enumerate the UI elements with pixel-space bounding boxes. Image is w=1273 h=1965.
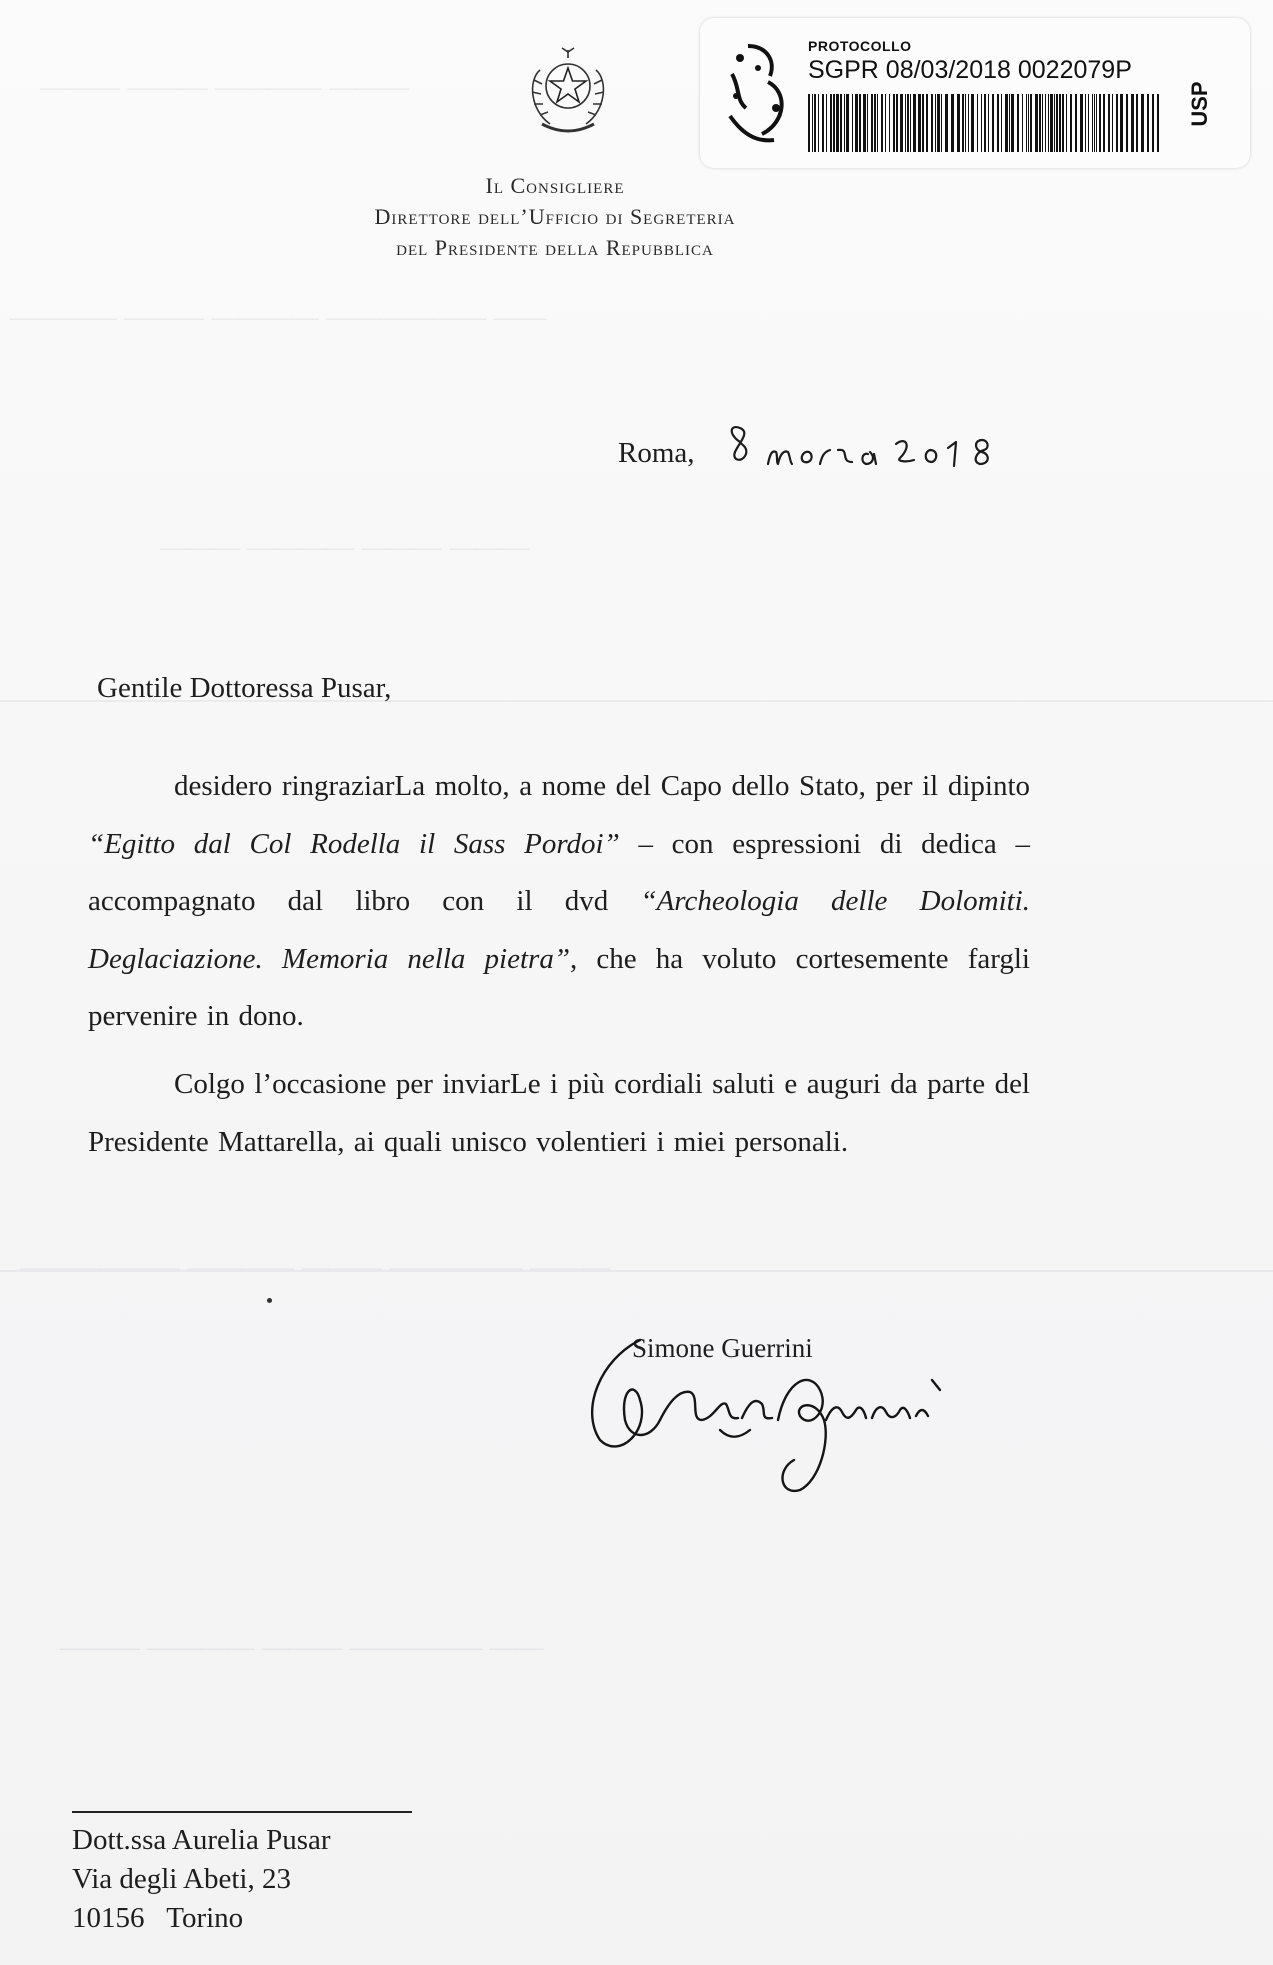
barcode-bar xyxy=(1009,94,1010,152)
show-through: ——— ———— ——— ————— —— xyxy=(60,1630,544,1663)
barcode-bar xyxy=(1075,94,1077,152)
barcode-bar xyxy=(830,94,832,152)
barcode-bar xyxy=(881,94,883,152)
barcode-bar xyxy=(859,94,861,152)
barcode-bar xyxy=(855,94,858,152)
barcode-bar xyxy=(1056,94,1058,152)
barcode-bar xyxy=(900,94,903,152)
barcode-bar xyxy=(877,94,878,152)
barcode-bar xyxy=(818,94,819,152)
barcode-bar xyxy=(1141,94,1144,152)
painting-title: “Egitto dal Col Rodella il Sass Pordoi” xyxy=(88,827,620,860)
barcode-bar xyxy=(962,94,964,152)
barcode-bar xyxy=(852,94,853,152)
barcode-bar xyxy=(913,94,916,152)
barcode-bar xyxy=(1099,94,1101,152)
barcode-bar xyxy=(918,94,921,152)
barcode-bar xyxy=(1120,94,1123,152)
barcode-bar xyxy=(1092,94,1093,152)
barcode-bar xyxy=(1103,94,1105,152)
barcode-bar xyxy=(1050,94,1053,152)
barcode-bar xyxy=(1094,94,1095,152)
barcode-bar xyxy=(1011,94,1014,152)
barcode-bar xyxy=(1088,94,1089,152)
barcode-bar xyxy=(871,94,873,152)
address-divider xyxy=(72,1811,412,1813)
barcode-bar xyxy=(814,94,816,152)
barcode-bar xyxy=(922,94,924,152)
barcode-bar xyxy=(931,94,933,152)
p1-text-c: , che ha voluto cortesemente fargli pervenire in dono. xyxy=(88,942,1030,1032)
barcode-bar xyxy=(1126,94,1128,152)
header-institution: del Presidente della Repubblica xyxy=(396,235,714,260)
recipient-city-line xyxy=(72,1899,331,1938)
show-through: ——— ——— ———— ——— xyxy=(40,70,410,103)
protocol-stamp xyxy=(700,18,1250,168)
barcode-bar xyxy=(826,94,827,152)
barcode-bar xyxy=(957,94,960,152)
barcode-bar xyxy=(1045,94,1046,152)
signatory-name: Simone Guerrini xyxy=(632,1333,813,1363)
barcode-bar xyxy=(846,94,849,152)
barcode-bar xyxy=(1066,94,1067,152)
barcode-bar xyxy=(1157,94,1159,152)
barcode-bar xyxy=(867,94,868,152)
barcode-bar xyxy=(945,94,948,152)
barcode-bar xyxy=(893,94,895,152)
barcode-bar xyxy=(910,94,911,152)
barcode-bar xyxy=(1017,94,1019,152)
barcode-bar xyxy=(808,94,810,152)
barcode-bar xyxy=(1147,94,1149,152)
body-paragraph-1 xyxy=(88,758,1030,1046)
p1-text-a: desidero ringraziarLa molto, a nome del Capo dello Stato, per il dipinto xyxy=(174,770,1030,802)
barcode-bar xyxy=(988,94,989,152)
barcode-bar xyxy=(984,94,986,152)
barcode-bar xyxy=(941,94,942,152)
barcode-bar xyxy=(844,94,845,152)
barcode-bar xyxy=(1026,94,1027,152)
barcode-bar xyxy=(1042,94,1043,152)
barcode-bar xyxy=(863,94,866,152)
recipient-street: Via degli Abeti, 23 xyxy=(72,1863,291,1895)
barcode-bar xyxy=(1022,94,1023,152)
barcode-bar xyxy=(1085,94,1086,152)
barcode-bar xyxy=(1096,94,1097,152)
header-office: Direttore dell’Ufficio di Segreteria xyxy=(374,204,736,229)
handwritten-date xyxy=(720,420,1020,480)
barcode-bar xyxy=(1048,94,1049,152)
ink-dot xyxy=(267,1298,272,1303)
barcode-bar xyxy=(935,94,936,152)
p1-text-b: – con espressioni di dedica – accompagnato dal libro con il dvd xyxy=(88,827,1030,917)
barcode-bar xyxy=(1152,94,1154,152)
barcode-bar xyxy=(1054,94,1055,152)
place: Roma, xyxy=(618,437,695,469)
barcode-bar xyxy=(874,94,876,152)
italian-republic-emblem-icon xyxy=(520,40,616,136)
barcode-bar xyxy=(1070,94,1072,152)
recipient-postal-code: 10156 xyxy=(72,1902,145,1934)
barcode-bar xyxy=(1136,94,1138,152)
handwritten-signature xyxy=(580,1320,950,1500)
stamp-logo-icon xyxy=(718,38,798,148)
barcode-bar xyxy=(1062,94,1064,152)
protocol-code: SGPR 08/03/2018 0022079P xyxy=(808,56,1132,84)
barcode-icon xyxy=(808,94,1160,152)
barcode-bar xyxy=(977,94,978,152)
greeting: Gentile Dottoressa Pusar, xyxy=(97,672,392,704)
barcode-bar xyxy=(889,94,890,152)
show-through: —————— ———— ——— ————— ——— xyxy=(20,1250,611,1283)
body-paragraph-2 xyxy=(88,1056,1030,1171)
barcode-bar xyxy=(937,94,940,152)
barcode-bar xyxy=(1131,94,1134,152)
sender-header xyxy=(230,170,880,263)
show-through: ——— ———— ——— ——— xyxy=(160,530,530,563)
barcode-bar xyxy=(885,94,886,152)
barcode-bar xyxy=(1108,94,1110,152)
barcode-bar xyxy=(968,94,969,152)
barcode-bar xyxy=(836,94,839,152)
barcode-bar xyxy=(905,94,906,152)
barcode-bar xyxy=(1001,94,1002,152)
barcode-bar xyxy=(1039,94,1041,152)
show-through: ———— ——— ———— —————— —— xyxy=(10,300,547,333)
barcode-bar xyxy=(926,94,928,152)
stamp-label: PROTOCOLLO xyxy=(808,38,912,54)
barcode-bar xyxy=(997,94,999,152)
book-title: “Archeologia delle Dolomiti. Deglaciazione. Memoria nella pietra” xyxy=(88,885,1030,975)
barcode-bar xyxy=(1080,94,1083,152)
barcode-bar xyxy=(822,94,824,152)
barcode-bar xyxy=(1059,94,1061,152)
barcode-bar xyxy=(1112,94,1113,152)
barcode-bar xyxy=(951,94,954,152)
stamp-office xyxy=(1170,74,1230,134)
recipient-name: Dott.ssa Aurelia Pusar xyxy=(72,1824,331,1856)
recipient-city: Torino xyxy=(166,1902,244,1934)
barcode-bar xyxy=(840,94,842,152)
barcode-bar xyxy=(833,94,835,152)
barcode-bar xyxy=(812,94,813,152)
barcode-bar xyxy=(896,94,898,152)
barcode-bar xyxy=(1005,94,1008,152)
barcode-bar xyxy=(1035,94,1038,152)
stamp-office-label: USP xyxy=(1187,81,1212,127)
p2-text: Colgo l’occasione per inviarLe i più cordiali saluti e auguri da parte del Presidente Mattarella, ai quali unisco volentieri i miei personali. xyxy=(88,1068,1030,1158)
barcode-bar xyxy=(992,94,994,152)
header-title: Il Consigliere xyxy=(485,173,625,198)
barcode-bar xyxy=(1116,94,1118,152)
barcode-bar xyxy=(971,94,974,152)
barcode-bar xyxy=(907,94,909,152)
recipient-address xyxy=(72,1821,331,1938)
barcode-bar xyxy=(1030,94,1032,152)
barcode-bar xyxy=(1028,94,1029,152)
barcode-bar xyxy=(981,94,982,152)
barcode-bar xyxy=(965,94,966,152)
